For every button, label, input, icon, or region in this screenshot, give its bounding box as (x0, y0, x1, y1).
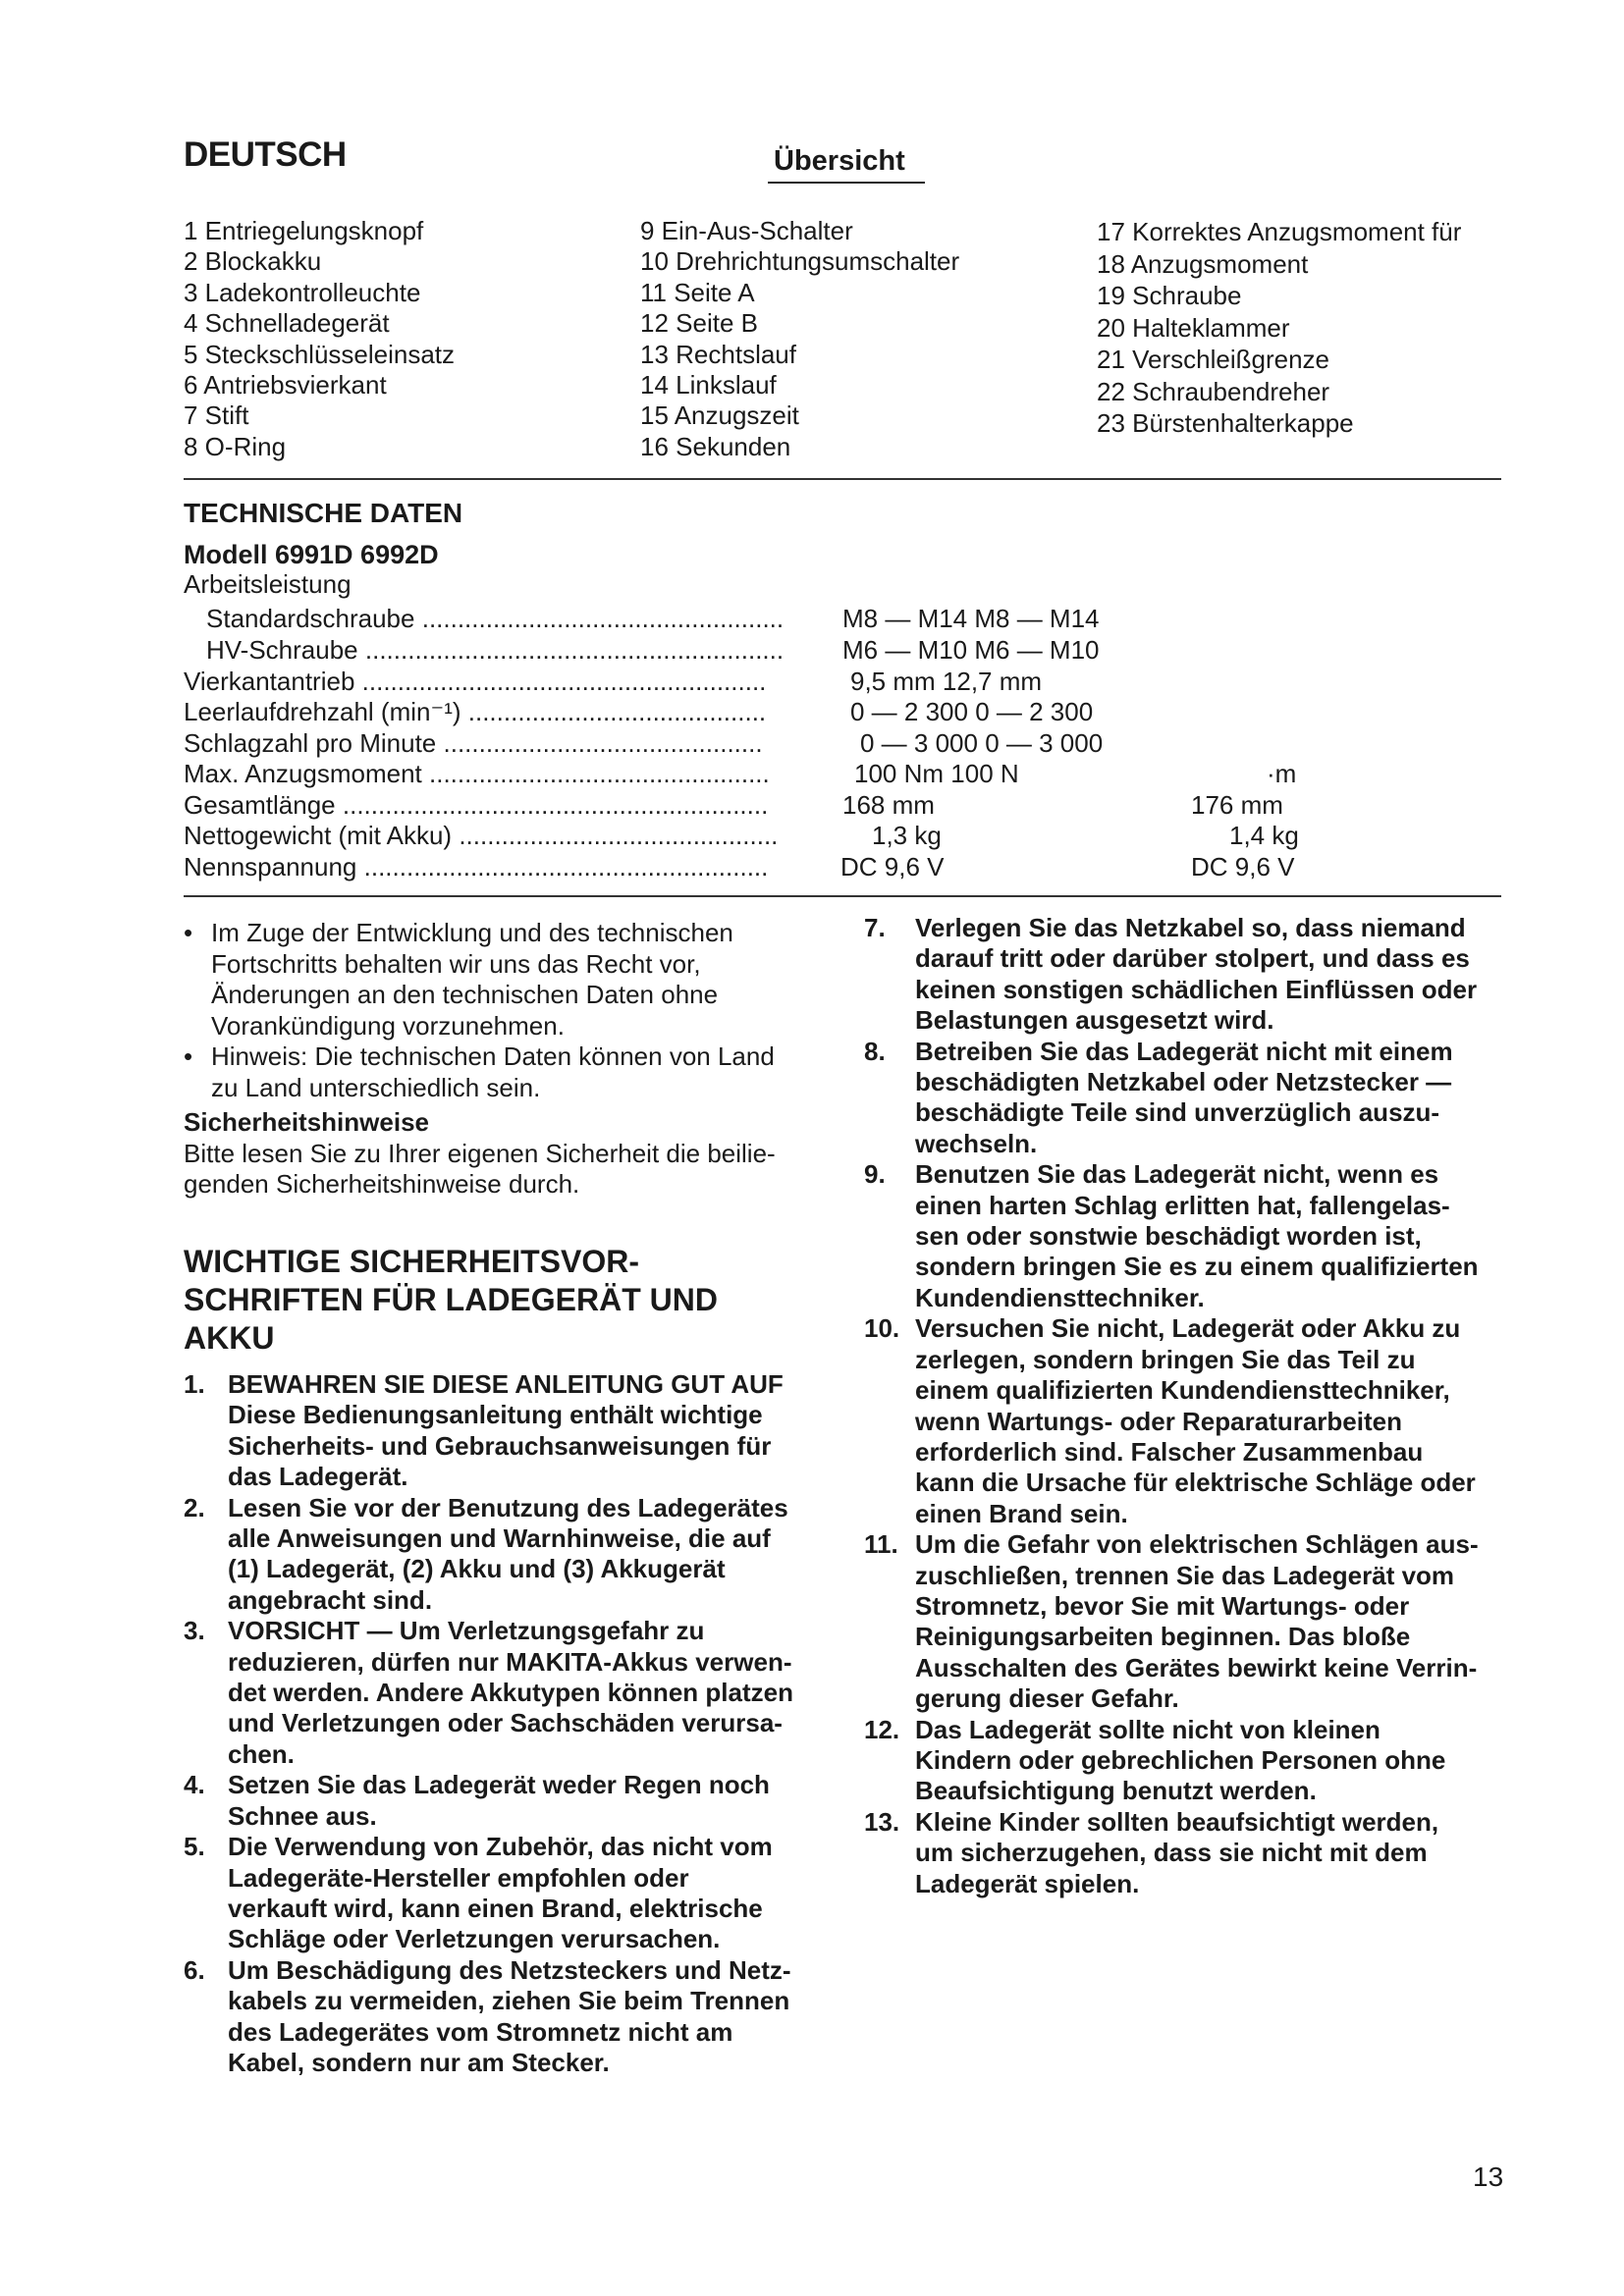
item-line: Verlegen Sie das Netzkabel so, dass niemand (915, 913, 1466, 942)
item-number: 3. (184, 1616, 205, 1646)
item-line: einem qualifizierten Kundendiensttechniker, (915, 1375, 1450, 1406)
item-line: beschädigten Netzkabel oder Netzstecker — (915, 1067, 1452, 1097)
safety-notes-line: genden Sicherheitshinweise durch. (184, 1169, 580, 1199)
item-line: Um die Gefahr von elektrischen Schlägen aus- (915, 1529, 1479, 1560)
overview-item: 10 Drehrichtungsumschalter (640, 246, 960, 277)
item-line: Ladegeräte-Hersteller empfohlen oder (228, 1862, 689, 1893)
item-line: sondern bringen Sie es zu einem qualifizierten (915, 1252, 1479, 1282)
note-line: Hinweis: Die technischen Daten können von Land (211, 1041, 775, 1071)
overview-item: 9 Ein-Aus-Schalter (640, 216, 853, 245)
item-line: Diese Bedienungsanleitung enthält wichtige (228, 1400, 763, 1430)
item-line: beschädigte Teile sind unverzüglich auszu- (915, 1097, 1440, 1128)
spec-value: 0 — 3 000 0 — 3 000 (860, 728, 1104, 758)
technical-data-title: TECHNISCHE DATEN (184, 498, 463, 528)
item-line: darauf tritt oder darüber stolpert, und dass es (915, 943, 1470, 974)
item-line: Schnee aus. (228, 1800, 377, 1831)
title-line: AKKU (184, 1320, 275, 1356)
item-line: sen oder sonstwie beschädigt worden ist, (915, 1221, 1422, 1252)
item-line: Lesen Sie vor der Benutzung des Ladegerätes (228, 1492, 788, 1522)
item-number: 7. (864, 913, 886, 942)
note-line: Vorankündigung vorzunehmen. (211, 1010, 565, 1041)
divider (184, 895, 1501, 897)
item-number: 13. (864, 1806, 900, 1837)
overview-item: 4 Schnelladegerät (184, 308, 390, 339)
item-line: reduzieren, dürfen nur MAKITA-Akkus verwen- (228, 1646, 792, 1677)
item-line: Kleine Kinder sollten beaufsichtigt werden, (915, 1806, 1439, 1837)
item-line: BEWAHREN SIE DIESE ANLEITUNG GUT AUF (228, 1369, 784, 1399)
safety-rules-title (184, 1243, 718, 1358)
note-bullet (184, 918, 883, 1041)
spec-label: Max. Anzugsmoment ................................................ (184, 759, 770, 788)
spec-value: DC 9,6 V (840, 852, 945, 881)
safety-list-item (864, 1313, 1571, 1529)
overview-item: 8 O-Ring (184, 431, 287, 461)
safety-notes-title: Sicherheitshinweise (184, 1107, 429, 1137)
item-line: Kindern oder gebrechlichen Personen ohne (915, 1744, 1446, 1775)
item-line: erforderlich sind. Falscher Zusammenbau (915, 1436, 1424, 1467)
spec-label: Leerlaufdrehzahl (min⁻¹) .......................................... (184, 697, 767, 726)
item-line: (1) Ladegerät, (2) Akku und (3) Akkugerät (228, 1554, 726, 1584)
item-line: einen harten Schlag erlitten hat, fallengelas- (915, 1190, 1450, 1220)
item-number: 10. (864, 1313, 900, 1344)
item-line: des Ladegerätes vom Stromnetz nicht am (228, 2016, 733, 2047)
spec-value: 168 mm (842, 790, 935, 820)
spec-label: HV-Schraube ........................................................... (206, 635, 785, 665)
item-line: Versuchen Sie nicht, Ladegerät oder Akku zu (915, 1313, 1461, 1344)
overview-title: Übersicht (774, 145, 905, 177)
title-line: WICHTIGE SICHERHEITSVOR- (184, 1244, 640, 1279)
item-line: Benutzen Sie das Ladegerät nicht, wenn es (915, 1159, 1439, 1190)
item-line: det werden. Andere Akkutypen können platzen (228, 1678, 793, 1708)
safety-list-item (864, 1807, 1571, 1899)
item-line: Betreiben Sie das Ladegerät nicht mit einem (915, 1036, 1453, 1066)
spec-value: 9,5 mm 12,7 mm (850, 667, 1043, 696)
item-number: 9. (864, 1159, 886, 1190)
spec-label: Schlagzahl pro Minute ............................................. (184, 728, 763, 758)
safety-list-item (864, 1037, 1571, 1160)
item-line: keinen sonstigen schädlichen Einflüssen oder (915, 974, 1478, 1004)
overview-item: 22 Schraubendreher (1097, 376, 1330, 406)
item-line: zerlegen, sondern bringen Sie das Teil zu (915, 1344, 1416, 1374)
item-line: Kabel, sondern nur am Stecker. (228, 2047, 610, 2077)
overview-item: 6 Antriebsvierkant (184, 370, 387, 400)
overview-item: 5 Steckschlüsseleinsatz (184, 339, 456, 369)
note-line: Im Zuge der Entwicklung und des technischen (211, 918, 733, 947)
safety-list-item (184, 1369, 891, 1493)
spec-value: 100 Nm 100 N (854, 759, 1019, 788)
note-line: zu Land unterschiedlich sein. (211, 1072, 541, 1102)
item-number: 8. (864, 1036, 886, 1066)
safety-list-item (184, 1616, 891, 1770)
item-line: Das Ladegerät sollte nicht von kleinen (915, 1714, 1380, 1744)
item-line: chen. (228, 1738, 295, 1769)
item-line: Ausschalten des Gerätes bewirkt keine Verrin- (915, 1652, 1478, 1682)
title-line: SCHRIFTEN FÜR LADEGERÄT UND (184, 1282, 718, 1317)
overview-item: 14 Linkslauf (640, 370, 777, 400)
item-line: Stromnetz, bevor Sie mit Wartungs- oder (915, 1590, 1410, 1621)
bullet-mark: • (184, 1041, 193, 1071)
note-bullet (184, 1041, 883, 1103)
performance-label: Arbeitsleistung (184, 569, 352, 599)
spec-label: Vierkantantrieb ......................................................... (184, 667, 767, 696)
item-line: Reinigungsarbeiten beginnen. Das bloße (915, 1622, 1411, 1652)
item-line: wenn Wartungs- oder Reparaturarbeiten (915, 1406, 1402, 1436)
item-line: wechseln. (915, 1128, 1038, 1158)
language-heading: DEUTSCH (184, 135, 347, 174)
item-line: Ladegerät spielen. (915, 1868, 1140, 1898)
notes-block (184, 918, 883, 1201)
overview-item: 13 Rechtslauf (640, 339, 796, 369)
item-line: Die Verwendung von Zubehör, das nicht vom (228, 1832, 773, 1862)
overview-item: 20 Halteklammer (1097, 312, 1290, 343)
overview-column-1 (184, 216, 455, 462)
item-line: einen Brand sein. (915, 1498, 1128, 1528)
overview-item: 15 Anzugszeit (640, 400, 799, 431)
item-line: Schläge oder Verletzungen verursachen. (228, 1924, 721, 1954)
item-line: Setzen Sie das Ladegerät weder Regen noch (228, 1770, 770, 1800)
safety-list-item (184, 1955, 891, 2079)
model-line: Modell 6991D 6992D (184, 540, 439, 569)
item-number: 4. (184, 1770, 205, 1800)
overview-column-3 (1097, 216, 1461, 440)
note-line: Änderungen an den technischen Daten ohne (211, 980, 719, 1009)
item-number: 11. (864, 1529, 898, 1560)
safety-list-item (864, 1529, 1571, 1714)
item-line: das Ladegerät. (228, 1462, 408, 1492)
overview-item: 2 Blockakku (184, 246, 322, 277)
spec-value: 0 — 2 300 0 — 2 300 (850, 697, 1094, 726)
item-line: kann die Ursache für elektrische Schläge oder (915, 1468, 1476, 1498)
safety-notes-line: Bitte lesen Sie zu Ihrer eigenen Sicherheit die beilie- (184, 1138, 776, 1168)
spec-label: Nettogewicht (mit Akku) ............................................. (184, 821, 779, 850)
spec-value-2: ·m (1267, 759, 1297, 788)
item-line: Belastungen ausgesetzt wird. (915, 1005, 1274, 1036)
overview-underline (768, 182, 925, 184)
item-line: zuschließen, trennen Sie das Ladegerät vom (915, 1560, 1455, 1590)
overview-item: 16 Sekunden (640, 431, 791, 461)
bullet-mark: • (184, 918, 193, 947)
spec-label: Standardschraube ................................................... (206, 604, 785, 633)
item-line: Kundendiensttechniker. (915, 1282, 1205, 1312)
spec-value-2: 1,4 kg (1229, 821, 1299, 850)
item-number: 2. (184, 1492, 205, 1522)
note-line: Fortschritts behalten wir uns das Recht vor, (211, 948, 701, 979)
spec-value: M6 — M10 M6 — M10 (842, 635, 1100, 665)
item-line: Sicherheits- und Gebrauchsanweisungen für (228, 1430, 772, 1461)
item-line: Um Beschädigung des Netzsteckers und Netz- (228, 1954, 791, 1985)
item-number: 5. (184, 1832, 205, 1862)
safety-list-item (184, 1493, 891, 1617)
safety-list-item (864, 1159, 1571, 1313)
overview-item: 18 Anzugsmoment (1097, 248, 1309, 279)
safety-list-left (184, 1369, 891, 2078)
page-number: 13 (1473, 2162, 1504, 2192)
overview-item: 17 Korrektes Anzugsmoment für (1097, 217, 1462, 246)
item-line: angebracht sind. (228, 1584, 433, 1615)
safety-list-item (864, 1715, 1571, 1807)
overview-item: 23 Bürstenhalterkappe (1097, 408, 1354, 438)
safety-list-item (184, 1832, 891, 1955)
spec-value-2: DC 9,6 V (1191, 852, 1295, 881)
spec-value-2: 176 mm (1191, 790, 1283, 820)
overview-item: 12 Seite B (640, 308, 758, 339)
item-number: 12. (864, 1714, 900, 1744)
safety-list-item (184, 1770, 891, 1832)
item-line: VORSICHT — Um Verletzungsgefahr zu (228, 1616, 705, 1646)
item-line: Beaufsichtigung benutzt werden. (915, 1776, 1317, 1806)
overview-column-2 (640, 216, 959, 462)
safety-list-item (864, 913, 1571, 1037)
overview-item: 19 Schraube (1097, 281, 1242, 310)
safety-list-right (864, 913, 1571, 1899)
spec-label: Gesamtlänge ............................................................ (184, 790, 769, 820)
item-line: gerung dieser Gefahr. (915, 1683, 1179, 1714)
overview-item: 11 Seite A (640, 277, 755, 307)
item-line: kabels zu vermeiden, ziehen Sie beim Trennen (228, 1986, 790, 2016)
item-line: alle Anweisungen und Warnhinweise, die auf (228, 1523, 771, 1554)
item-line: um sicherzugehen, dass sie nicht mit dem (915, 1838, 1428, 1868)
divider (184, 478, 1501, 480)
overview-item: 3 Ladekontrolleuchte (184, 277, 421, 307)
overview-item: 1 Entriegelungsknopf (184, 216, 424, 245)
item-line: und Verletzungen oder Sachschäden verursa- (228, 1708, 783, 1738)
overview-item: 21 Verschleißgrenze (1097, 345, 1330, 374)
item-number: 1. (184, 1369, 205, 1399)
overview-item: 7 Stift (184, 400, 249, 431)
spec-value: 1,3 kg (872, 821, 942, 850)
spec-label: Nennspannung ......................................................... (184, 852, 769, 881)
spec-value: M8 — M14 M8 — M14 (842, 604, 1100, 633)
item-line: verkauft wird, kann einen Brand, elektrische (228, 1893, 763, 1923)
item-number: 6. (184, 1954, 205, 1985)
